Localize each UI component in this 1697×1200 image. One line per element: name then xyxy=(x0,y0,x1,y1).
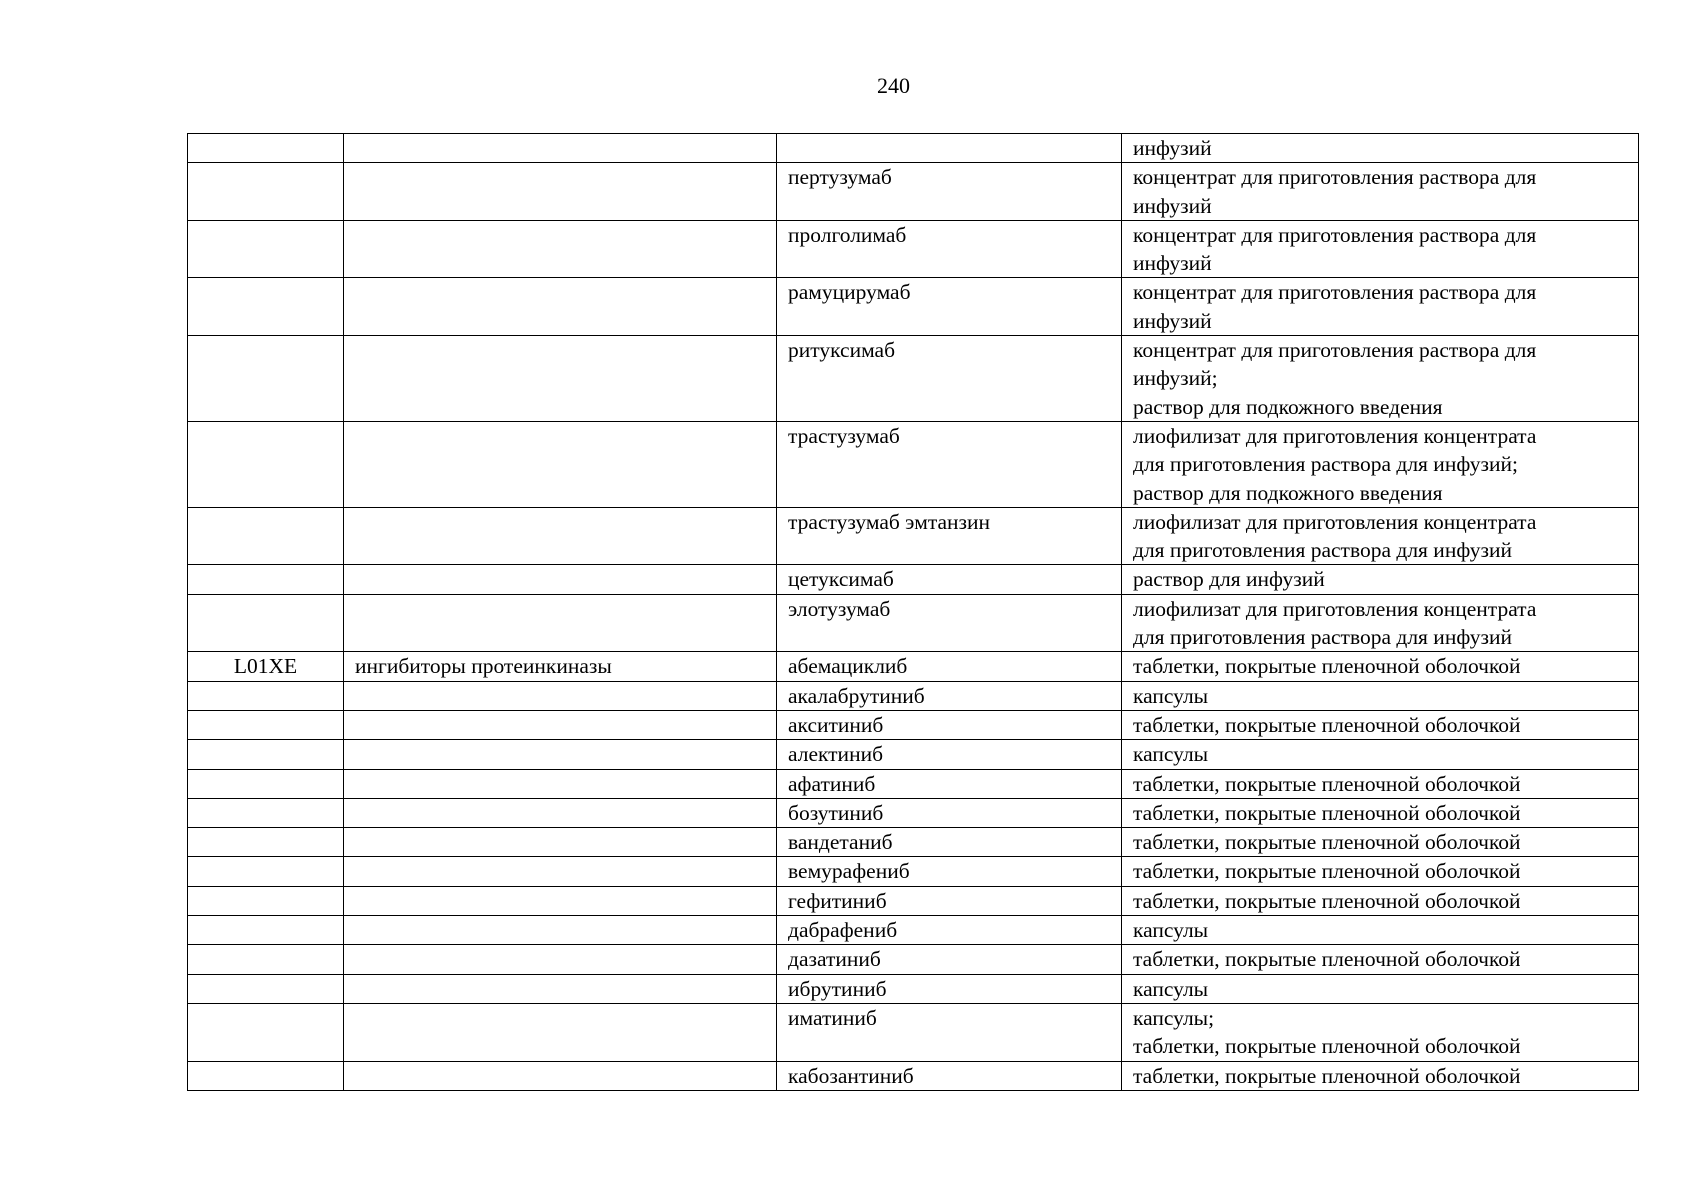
dosage-form-cell: таблетки, покрытые пленочной оболочкой xyxy=(1122,857,1639,886)
table-row xyxy=(188,134,1639,163)
atc-code-cell xyxy=(188,710,344,739)
drug-name-cell: бозутиниб xyxy=(777,798,1122,827)
table-row xyxy=(188,278,1639,336)
table-row xyxy=(188,769,1639,798)
table-row xyxy=(188,1003,1639,1061)
group-name-cell xyxy=(344,798,777,827)
group-name-cell xyxy=(344,134,777,163)
table-row xyxy=(188,945,1639,974)
table-row xyxy=(188,565,1639,594)
group-name-cell xyxy=(344,886,777,915)
dosage-form-cell: таблетки, покрытые пленочной оболочкой xyxy=(1122,1061,1639,1090)
dosage-form-cell: капсулы xyxy=(1122,681,1639,710)
dosage-form-cell: раствор для инфузий xyxy=(1122,565,1639,594)
drug-name-cell: элотузумаб xyxy=(777,594,1122,652)
drug-name-cell: цетуксимаб xyxy=(777,565,1122,594)
dosage-form-cell: таблетки, покрытые пленочной оболочкой xyxy=(1122,945,1639,974)
dosage-form-cell: концентрат для приготовления раствора для инфузий xyxy=(1122,220,1639,278)
drug-table xyxy=(187,133,1639,1091)
table-row xyxy=(188,507,1639,565)
group-name-cell xyxy=(344,769,777,798)
atc-code-cell xyxy=(188,886,344,915)
group-name-cell xyxy=(344,421,777,507)
table-row xyxy=(188,220,1639,278)
dosage-form-cell: таблетки, покрытые пленочной оболочкой xyxy=(1122,828,1639,857)
atc-code-cell xyxy=(188,220,344,278)
table-row xyxy=(188,681,1639,710)
drug-name-cell xyxy=(777,134,1122,163)
atc-code-cell xyxy=(188,1061,344,1090)
table-row xyxy=(188,594,1639,652)
table-row xyxy=(188,652,1639,681)
table-body xyxy=(188,134,1639,1091)
dosage-form-cell: лиофилизат для приготовления концентрата для приготовления раствора для инфузий xyxy=(1122,594,1639,652)
atc-code-cell xyxy=(188,421,344,507)
table-row xyxy=(188,710,1639,739)
table-row xyxy=(188,798,1639,827)
atc-code-cell xyxy=(188,974,344,1003)
drug-name-cell: ритуксимаб xyxy=(777,336,1122,422)
drug-name-cell: дазатиниб xyxy=(777,945,1122,974)
group-name-cell xyxy=(344,681,777,710)
drug-name-cell: афатиниб xyxy=(777,769,1122,798)
atc-code-cell xyxy=(188,681,344,710)
drug-name-cell: пертузумаб xyxy=(777,163,1122,221)
group-name-cell xyxy=(344,1003,777,1061)
drug-name-cell: пролголимаб xyxy=(777,220,1122,278)
drug-name-cell: вемурафениб xyxy=(777,857,1122,886)
dosage-form-cell: концентрат для приготовления раствора для инфузий; раствор для подкожного введения xyxy=(1122,336,1639,422)
atc-code-cell xyxy=(188,1003,344,1061)
drug-name-cell: иматиниб xyxy=(777,1003,1122,1061)
atc-code-cell xyxy=(188,945,344,974)
table-row xyxy=(188,916,1639,945)
dosage-form-cell: концентрат для приготовления раствора для инфузий xyxy=(1122,163,1639,221)
table-row xyxy=(188,857,1639,886)
dosage-form-cell: лиофилизат для приготовления концентрата для приготовления раствора для инфузий; раствор для подкожного введения xyxy=(1122,421,1639,507)
drug-name-cell: акалабрутиниб xyxy=(777,681,1122,710)
table-row xyxy=(188,974,1639,1003)
atc-code-cell xyxy=(188,857,344,886)
atc-code-cell xyxy=(188,594,344,652)
atc-code-cell xyxy=(188,336,344,422)
group-name-cell xyxy=(344,278,777,336)
atc-code-cell xyxy=(188,565,344,594)
atc-code-cell xyxy=(188,278,344,336)
table-row xyxy=(188,1061,1639,1090)
table-row xyxy=(188,886,1639,915)
table-row xyxy=(188,163,1639,221)
drug-name-cell: кабозантиниб xyxy=(777,1061,1122,1090)
atc-code-cell xyxy=(188,134,344,163)
dosage-form-cell: таблетки, покрытые пленочной оболочкой xyxy=(1122,769,1639,798)
group-name-cell xyxy=(344,974,777,1003)
group-name-cell xyxy=(344,916,777,945)
dosage-form-cell: капсулы xyxy=(1122,740,1639,769)
group-name-cell xyxy=(344,828,777,857)
dosage-form-cell: таблетки, покрытые пленочной оболочкой xyxy=(1122,886,1639,915)
atc-code-cell xyxy=(188,916,344,945)
group-name-cell xyxy=(344,710,777,739)
dosage-form-cell: инфузий xyxy=(1122,134,1639,163)
group-name-cell xyxy=(344,594,777,652)
atc-code-cell xyxy=(188,740,344,769)
group-name-cell xyxy=(344,336,777,422)
dosage-form-cell: таблетки, покрытые пленочной оболочкой xyxy=(1122,798,1639,827)
drug-name-cell: абемациклиб xyxy=(777,652,1122,681)
drug-name-cell: трастузумаб xyxy=(777,421,1122,507)
group-name-cell xyxy=(344,507,777,565)
table-row xyxy=(188,828,1639,857)
drug-name-cell: ибрутиниб xyxy=(777,974,1122,1003)
group-name-cell xyxy=(344,740,777,769)
drug-name-cell: вандетаниб xyxy=(777,828,1122,857)
dosage-form-cell: таблетки, покрытые пленочной оболочкой xyxy=(1122,652,1639,681)
dosage-form-cell: концентрат для приготовления раствора для инфузий xyxy=(1122,278,1639,336)
table-row xyxy=(188,740,1639,769)
atc-code-cell xyxy=(188,828,344,857)
group-name-cell xyxy=(344,945,777,974)
group-name-cell xyxy=(344,1061,777,1090)
drug-name-cell: рамуцирумаб xyxy=(777,278,1122,336)
page-number: 240 xyxy=(877,73,910,98)
group-name-cell xyxy=(344,163,777,221)
group-name-cell xyxy=(344,220,777,278)
dosage-form-cell: таблетки, покрытые пленочной оболочкой xyxy=(1122,710,1639,739)
group-name-cell xyxy=(344,565,777,594)
drug-name-cell: дабрафениб xyxy=(777,916,1122,945)
atc-code-cell xyxy=(188,798,344,827)
dosage-form-cell: лиофилизат для приготовления концентрата для приготовления раствора для инфузий xyxy=(1122,507,1639,565)
atc-code-cell xyxy=(188,163,344,221)
table-row xyxy=(188,336,1639,422)
table-row xyxy=(188,421,1639,507)
atc-code-cell xyxy=(188,769,344,798)
atc-code-cell: L01XE xyxy=(188,652,344,681)
drug-name-cell: акситиниб xyxy=(777,710,1122,739)
dosage-form-cell: капсулы; таблетки, покрытые пленочной оболочкой xyxy=(1122,1003,1639,1061)
group-name-cell xyxy=(344,857,777,886)
atc-code-cell xyxy=(188,507,344,565)
drug-name-cell: алектиниб xyxy=(777,740,1122,769)
dosage-form-cell: капсулы xyxy=(1122,916,1639,945)
drug-name-cell: гефитиниб xyxy=(777,886,1122,915)
group-name-cell: ингибиторы протеинкиназы xyxy=(344,652,777,681)
drug-name-cell: трастузумаб эмтанзин xyxy=(777,507,1122,565)
dosage-form-cell: капсулы xyxy=(1122,974,1639,1003)
